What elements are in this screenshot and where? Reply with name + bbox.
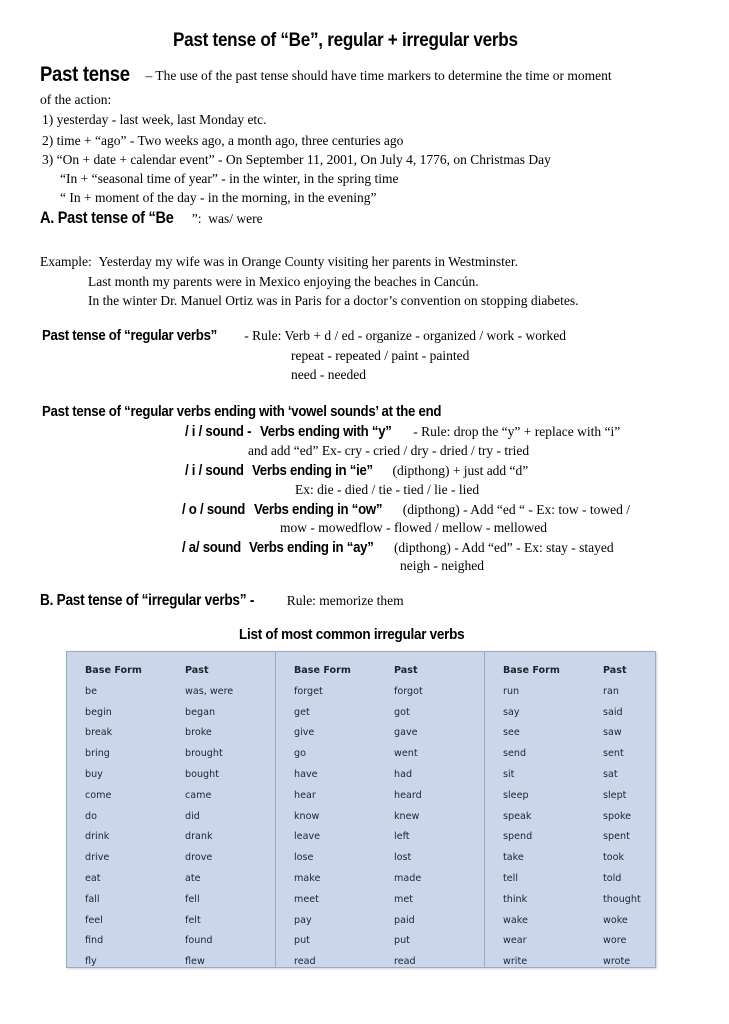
- example-line-1: [40, 254, 518, 270]
- example-text-1: Yesterday my wife was in Orange County visiting her parents in Westminster.: [98, 254, 518, 269]
- vowel-rule-1: [185, 423, 620, 440]
- vowel-rule-1-sound: / i / sound -: [185, 423, 252, 440]
- table-row: [294, 848, 484, 869]
- vowel-rule-3-continued: mow - mowedflow - flowed / mellow - mellowed: [280, 520, 547, 535]
- cell-base-form: wake: [503, 914, 528, 926]
- table-row: [294, 807, 484, 828]
- cell-base-form: pay: [294, 914, 312, 926]
- table-row: [503, 744, 693, 765]
- table-row: [85, 744, 275, 765]
- cell-past: thought: [603, 893, 641, 905]
- verb-column-group-1: [67, 652, 275, 967]
- table-row: [294, 703, 484, 724]
- table-row: [294, 786, 484, 807]
- cell-past: met: [394, 893, 414, 905]
- cell-base-form: hear: [294, 789, 316, 801]
- table-row: [503, 848, 693, 869]
- regular-verbs-examples-3: need - needed: [291, 367, 366, 382]
- cell-base-form: lose: [294, 852, 314, 864]
- intro-dash: –: [142, 68, 156, 83]
- vowel-rule-4-text: (dipthong) ‐ Add “ed” - Ex: stay - stayed: [390, 540, 614, 555]
- cell-past: found: [185, 935, 213, 947]
- cell-past: had: [394, 768, 413, 780]
- table-row: [294, 723, 484, 744]
- cell-past: got: [394, 706, 410, 718]
- table-row: [294, 765, 484, 786]
- time-marker-2: 2) time + “ago” - Two weeks ago, a month ago, three centuries ago: [42, 133, 404, 148]
- table-row: [85, 807, 275, 828]
- column-header-past: Past: [185, 665, 209, 676]
- vowel-rule-2-text: (dipthong) + just add “d”: [389, 463, 529, 478]
- column-header-base-form: Base Form: [503, 665, 560, 676]
- cell-past: wore: [603, 935, 627, 947]
- cell-base-form: drive: [85, 852, 110, 864]
- table-row: [503, 807, 693, 828]
- cell-base-form: take: [503, 852, 524, 864]
- cell-past: went: [394, 748, 418, 760]
- cell-base-form: see: [503, 727, 520, 739]
- table-row: [294, 682, 484, 703]
- cell-past: made: [394, 872, 422, 884]
- vowel-sounds-heading: [42, 403, 496, 420]
- table-row: [503, 931, 693, 952]
- vowel-rule-1-bold: Verbs ending with “y”: [260, 423, 392, 440]
- cell-base-form: begin: [85, 706, 112, 718]
- cell-past: paid: [394, 914, 415, 926]
- table-row: [294, 744, 484, 765]
- vowel-rule-3: [182, 501, 630, 518]
- cell-past: knew: [394, 810, 420, 822]
- cell-base-form: spend: [503, 831, 533, 843]
- table-header-row: [294, 661, 484, 682]
- irregular-verbs-table: [66, 651, 656, 968]
- table-row: [503, 952, 693, 973]
- vowel-rule-2-sound: / i / sound: [185, 462, 244, 479]
- cell-base-form: eat: [85, 872, 101, 884]
- cell-past: put: [394, 935, 410, 947]
- table-row: [85, 765, 275, 786]
- example-line-3: In the winter Dr. Manuel Ortiz was in Paris for a doctor’s convention on stopping diabetes.: [88, 293, 579, 308]
- cell-past: flew: [185, 956, 205, 968]
- cell-base-form: drink: [85, 831, 110, 843]
- section-a-heading: [40, 209, 263, 228]
- cell-past: fell: [185, 893, 200, 905]
- vowel-rule-1-continued: and add “ed” Ex- cry - cried / dry - dried / try - tried: [248, 443, 530, 458]
- table-row: [503, 869, 693, 890]
- cell-past: sat: [603, 768, 618, 780]
- table-row: [503, 703, 693, 724]
- cell-base-form: buy: [85, 768, 103, 780]
- cell-past: came: [185, 789, 212, 801]
- cell-past: woke: [603, 914, 628, 926]
- intro-text: The use of the past tense should have time markers to determine the time or moment: [155, 68, 612, 83]
- table-row: [85, 682, 275, 703]
- verb-column-group-3: [484, 652, 693, 967]
- cell-base-form: write: [503, 956, 528, 968]
- cell-past: did: [185, 810, 200, 822]
- cell-past: spent: [603, 831, 630, 843]
- table-row: [85, 786, 275, 807]
- vowel-rule-2-continued: Ex: die - died / tie - tied / lie - lied: [295, 482, 480, 497]
- regular-verbs-examples-2: repeat - repeated / paint - painted: [291, 348, 470, 363]
- vowel-rule-4-continued: neigh - neighed: [400, 558, 484, 573]
- cell-past: lost: [394, 852, 412, 864]
- cell-base-form: leave: [294, 831, 321, 843]
- page-title-text: Past tense of “Be”, regular + irregular verbs: [172, 30, 518, 51]
- table-row: [85, 911, 275, 932]
- cell-base-form: run: [503, 685, 520, 697]
- cell-base-form: make: [294, 872, 321, 884]
- vowel-rule-3-sound: / o / sound: [182, 501, 246, 518]
- vowel-sounds-title: Past tense of “regular verbs ending with ‘vowel sounds’ at the end: [42, 403, 442, 420]
- vowel-rule-2-bold: Verbs ending in “ie”: [251, 462, 373, 479]
- vowel-rule-2: [185, 462, 528, 479]
- cell-base-form: bring: [85, 748, 110, 760]
- cell-past: sent: [603, 748, 624, 760]
- vowel-rule-1-text: - Rule: drop the “y” + replace with “i”: [409, 424, 621, 439]
- cell-past: drank: [185, 831, 213, 843]
- example-line-2: Last month my parents were in Mexico enjoying the beaches in Cancún.: [88, 274, 479, 289]
- section-a-title: A. Past tense of “Be: [40, 209, 174, 227]
- cell-base-form: be: [85, 685, 97, 697]
- page-title: [0, 30, 729, 52]
- table-row: [85, 827, 275, 848]
- cell-base-form: put: [294, 935, 310, 947]
- cell-base-form: think: [503, 893, 528, 905]
- vowel-rule-4-bold: Verbs ending in “ay”: [249, 539, 374, 556]
- cell-past: ran: [603, 685, 619, 697]
- vowel-rule-4-sound: / a/ sound: [182, 539, 241, 556]
- cell-base-form: get: [294, 706, 310, 718]
- cell-base-form: find: [85, 935, 104, 947]
- cell-past: bought: [185, 768, 219, 780]
- cell-past: took: [603, 852, 625, 864]
- cell-base-form: speak: [503, 810, 532, 822]
- cell-past: gave: [394, 727, 418, 739]
- column-header-base-form: Base Form: [85, 665, 142, 676]
- time-marker-3: 3) “On + date + calendar event” - On September 11, 2001, On July 4, 1776, on Christmas Day: [42, 152, 551, 167]
- regular-verbs-title: Past tense of “regular verbs”: [42, 327, 218, 344]
- cell-past: spoke: [603, 810, 632, 822]
- column-header-past: Past: [603, 665, 627, 676]
- regular-verbs-heading: [42, 327, 566, 344]
- table-header-row: [85, 661, 275, 682]
- cell-past: wrote: [603, 956, 631, 968]
- table-row: [503, 765, 693, 786]
- table-row: [85, 890, 275, 911]
- cell-past: was, were: [185, 685, 234, 697]
- cell-base-form: feel: [85, 914, 103, 926]
- cell-base-form: fall: [85, 893, 100, 905]
- regular-verbs-rule: - Rule: Verb + d / ed - organize - organized / work - worked: [240, 328, 567, 343]
- cell-past: ate: [185, 872, 201, 884]
- cell-past: saw: [603, 727, 622, 739]
- table-row: [294, 869, 484, 890]
- cell-past: began: [185, 706, 216, 718]
- table-header-row: [503, 661, 693, 682]
- table-row: [503, 682, 693, 703]
- cell-base-form: meet: [294, 893, 319, 905]
- cell-past: left: [394, 831, 410, 843]
- time-marker-3-sub-2: “ In + moment of the day - in the morning, in the evening”: [60, 190, 377, 205]
- irregular-verbs-table-title: [0, 626, 729, 644]
- cell-base-form: break: [85, 727, 113, 739]
- section-a-value: was/ were: [208, 211, 263, 226]
- vowel-rule-3-text: (dipthong) ‐ Add “ed “ - Ex: tow - towed /: [399, 502, 630, 517]
- table-row: [85, 848, 275, 869]
- cell-base-form: wear: [503, 935, 527, 947]
- cell-base-form: sleep: [503, 789, 529, 801]
- section-b-rule: Rule: memorize them: [283, 593, 404, 608]
- intro-line: [40, 63, 612, 87]
- table-row: [503, 723, 693, 744]
- table-row: [294, 827, 484, 848]
- cell-base-form: have: [294, 768, 318, 780]
- cell-past: heard: [394, 789, 422, 801]
- table-row: [503, 890, 693, 911]
- intro-label: Past tense: [40, 63, 130, 86]
- cell-past: slept: [603, 789, 627, 801]
- cell-past: brought: [185, 748, 223, 760]
- cell-base-form: come: [85, 789, 112, 801]
- intro-line-continued: of the action:: [40, 92, 112, 107]
- table-row: [85, 869, 275, 890]
- example-label: Example:: [40, 254, 92, 269]
- cell-past: drove: [185, 852, 213, 864]
- cell-past: forgot: [394, 685, 423, 697]
- cell-base-form: go: [294, 748, 306, 760]
- cell-past: said: [603, 706, 623, 718]
- cell-base-form: know: [294, 810, 320, 822]
- cell-base-form: tell: [503, 872, 518, 884]
- verb-column-group-2: [275, 652, 484, 967]
- column-header-base-form: Base Form: [294, 665, 351, 676]
- table-row: [294, 952, 484, 973]
- cell-base-form: do: [85, 810, 97, 822]
- time-marker-1: 1) yesterday - last week, last Monday etc.: [42, 112, 267, 127]
- table-row: [85, 703, 275, 724]
- vowel-rule-3-bold: Verbs ending in “ow”: [253, 501, 382, 518]
- cell-past: broke: [185, 727, 212, 739]
- vowel-rule-4: [182, 539, 614, 556]
- cell-base-form: give: [294, 727, 315, 739]
- table-row: [85, 931, 275, 952]
- table-row: [294, 911, 484, 932]
- section-b-title: B. Past tense of “irregular verbs” -: [40, 592, 255, 609]
- table-row: [503, 827, 693, 848]
- cell-base-form: forget: [294, 685, 323, 697]
- section-a-title-tail: ”:: [191, 211, 202, 226]
- cell-base-form: fly: [85, 956, 97, 968]
- table-row: [503, 911, 693, 932]
- column-header-past: Past: [394, 665, 418, 676]
- cell-base-form: say: [503, 706, 520, 718]
- cell-base-form: send: [503, 748, 527, 760]
- cell-past: read: [394, 956, 416, 968]
- table-row: [294, 931, 484, 952]
- irregular-verbs-table-title-text: List of most common irregular verbs: [239, 626, 465, 643]
- table-row: [85, 952, 275, 973]
- cell-past: felt: [185, 914, 201, 926]
- cell-past: told: [603, 872, 622, 884]
- section-b-heading: [40, 592, 404, 610]
- time-marker-3-sub-1: “In + “seasonal time of year” - in the winter, in the spring time: [60, 171, 399, 186]
- cell-base-form: read: [294, 956, 316, 968]
- table-row: [294, 890, 484, 911]
- cell-base-form: sit: [503, 768, 515, 780]
- table-row: [503, 786, 693, 807]
- table-row: [85, 723, 275, 744]
